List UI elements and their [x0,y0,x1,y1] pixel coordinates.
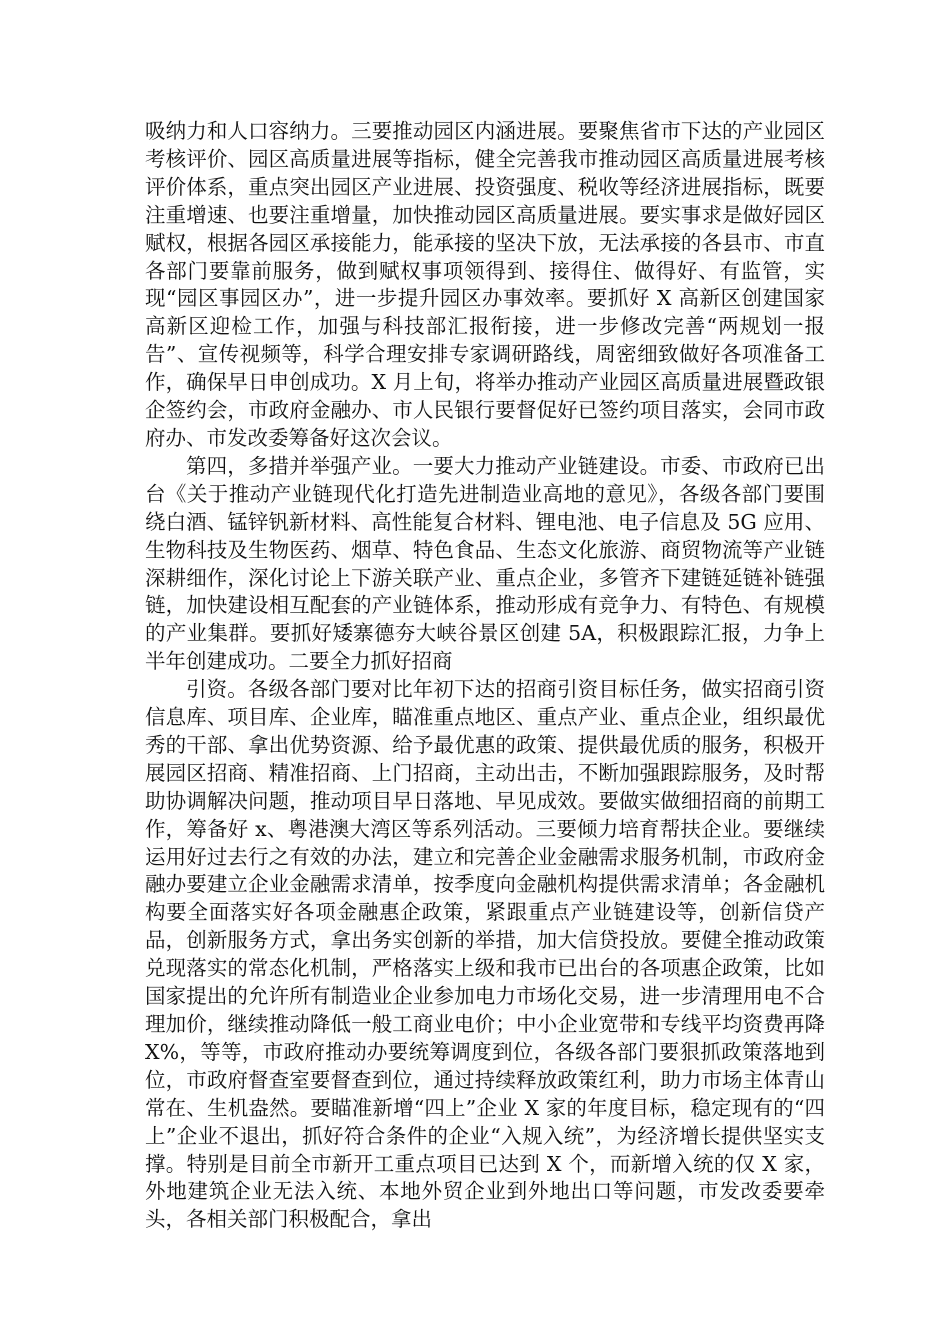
paragraph-2: 第四，多措并举强产业。一要大力推动产业链建设。市委、市政府已出台《关于推动产业链现代化打造先进制造业高地的意见》，各级各部门要围绕白酒、锰锌钒新材料、高性能复合材料、锂电池、电子信息及 5G 应用、生物科技及生物医药、烟草、特色食品、生态文化旅游、商贸物流等产业链深耕细作，深化讨论上下游关联产业、重点企业，多管齐下建链延链补链强链，加快建设相互配套的产业链体系，推动形成有竞争力、有特色、有规模的产业集群。要抓好矮寨德夯大峡谷景区创建 5A，积极跟踪汇报，力争上半年创建成功。二要全力抓好招商 [145,453,825,674]
paragraph-3: 引资。各级各部门要对比年初下达的招商引资目标任务，做实招商引资信息库、项目库、企业库，瞄准重点地区、重点产业、重点企业，组织最优秀的干部、拿出优势资源、给予最优惠的政策、提供最优质的服务，积极开展园区招商、精准招商、上门招商，主动出击，不断加强跟踪服务，及时帮助协调解决问题，推动项目早日落地、早见成效。要做实做细招商的前期工作，筹备好 x、粤港澳大湾区等系列活动。三要倾力培育帮扶企业。要继续运用好过去行之有效的办法，建立和完善企业金融需求服务机制，市政府金融办要建立企业金融需求清单，按季度向金融机构提供需求清单；各金融机构要全面落实好各项金融惠企政策，紧跟重点产业链建设等，创新信贷产品，创新服务方式，拿出务实创新的举措，加大信贷投放。要健全推动政策兑现落实的常态化机制，严格落实上级和我市已出台的各项惠企政策，比如国家提出的允许所有制造业企业参加电力市场化交易，进一步清理用电不合理加价，继续推动降低一般工商业电价；中小企业宽带和专线平均资费再降 X%，等等，市政府推动办要统筹调度到位，各级各部门要狠抓政策落地到位，市政府督查室要督查到位，通过持续释放政策红利，助力市场主体青山常在、生机盎然。要瞄准新增“四上”企业 X 家的年度目标，稳定现有的“四上”企业不退出，抓好符合条件的企业“入规入统”，为经济增长提供坚实支撑。特别是目前全市新开工重点项目已达到 X 个，而新增入统的仅 X 家，外地建筑企业无法入统、本地外贸企业到外地出口等问题，市发改委要牵头，各相关部门积极配合，拿出 [145,677,825,1232]
document-body [145,118,825,1234]
paragraph-1: 吸纳力和人口容纳力。三要推动园区内涵进展。要聚焦省市下达的产业园区考核评价、园区高质量进展等指标，健全完善我市推动园区高质量进展考核评价体系，重点突出园区产业进展、投资强度、税收等经济进展指标，既要注重增速、也要注重增量，加快推动园区高质量进展。要实事求是做好园区赋权，根据各园区承接能力，能承接的坚决下放，无法承接的各县市、市直各部门要靠前服务，做到赋权事项领得到、接得住、做得好、有监管，实现“园区事园区办”，进一步提升园区办事效率。要抓好 X 高新区创建国家高新区迎检工作，加强与科技部汇报衔接，进一步修改完善“两规划一报告”、宣传视频等，科学合理安排专家调研路线，周密细致做好各项准备工作，确保早日申创成功。X 月上旬，将举办推动产业园区高质量进展暨政银企签约会，市政府金融办、市人民银行要督促好已签约项目落实，会同市政府办、市发改委筹备好这次会议。 [145,119,825,450]
